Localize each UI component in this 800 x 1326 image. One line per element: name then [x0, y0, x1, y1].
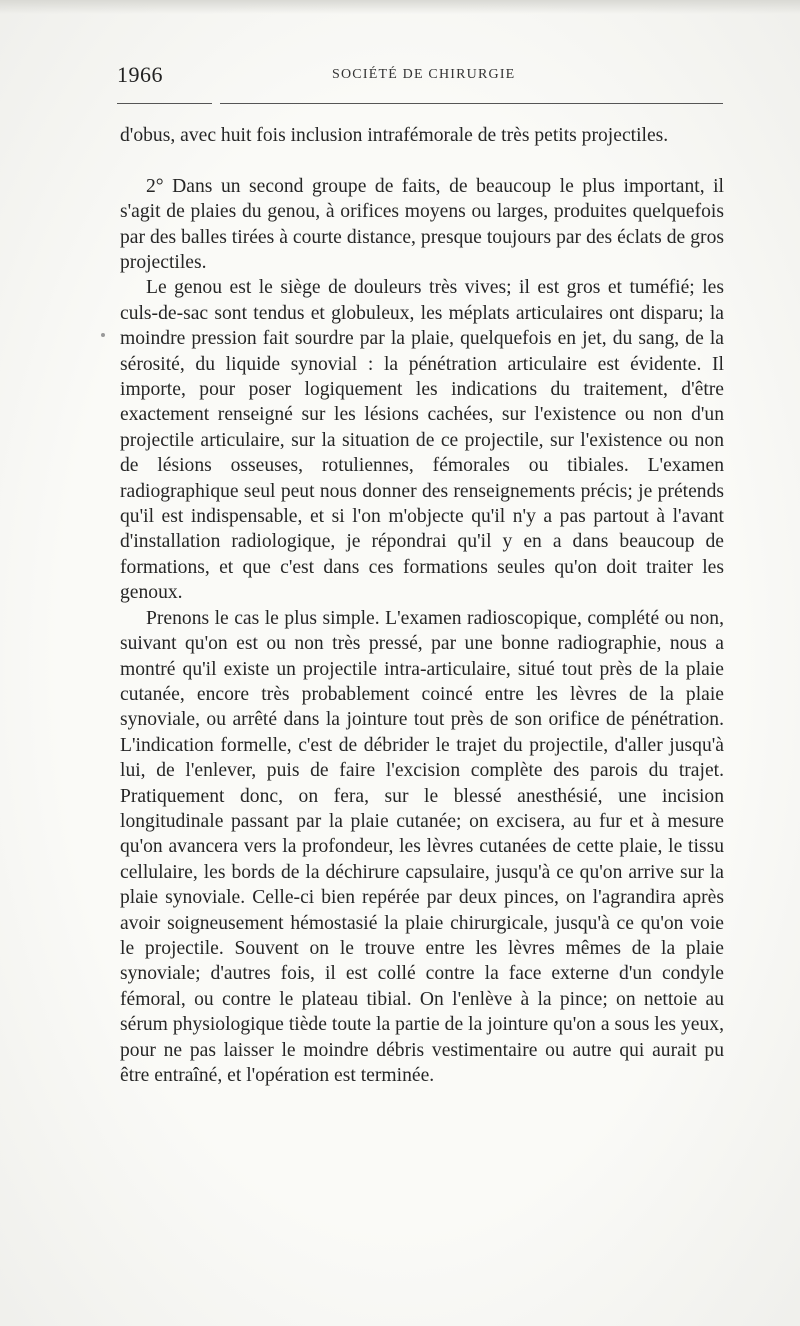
header-rule-right	[220, 103, 723, 104]
page-header	[117, 62, 723, 92]
header-rule-left	[117, 103, 212, 104]
paragraph-knee-symptoms: Le genou est le siège de douleurs très vives; il est gros et tuméfié; les culs-de-sac sont tendus et globuleux, les méplats articulaires ont disparu; la moindre pression fait sourdre par la plaie, quelquefois en jet, du sang, de la sérosité, du liquide synovial : la pénétration articulaire est évidente. Il importe, pour poser logiquement les indications du traitement, d'être exactement renseigné sur les lésions cachées, sur l'existence ou non d'un projectile articulaire, sur la situation de ce projectile, sur l'existence ou non de lésions osseuses, rotuliennes, fémorales ou tibiales. L'examen radiographique seul peut nous donner des renseignements précis; je prétends qu'il est indispensable, et si l'on m'objecte qu'il n'y a pas partout à l'avant d'installation radiologique, je répondrai qu'il y en a dans beaucoup de formations, et que c'est dans ces formations seules qu'on doit traiter les genoux.	[120, 277, 724, 604]
page-number: 1966	[117, 62, 163, 87]
body-text	[120, 123, 724, 1088]
margin-dot	[101, 333, 105, 337]
paragraph-second-group: 2° Dans un second groupe de faits, de beaucoup le plus important, il s'agit de plaies du genou, à orifices moyens ou larges, produites quelquefois par des balles tirées à courte distance, presque toujours par des éclats de gros projectiles.	[120, 175, 724, 274]
running-head: SOCIÉTÉ DE CHIRURGIE	[332, 67, 516, 82]
page-top-edge	[0, 0, 800, 14]
paragraph-continuation: d'obus, avec huit fois inclusion intrafémorale de très petits projectiles.	[120, 125, 669, 146]
paragraph-simple-case: Prenons le cas le plus simple. L'examen radioscopique, complété ou non, suivant qu'on est ou non très pressé, par une bonne radiographie, nous a montré qu'il existe un projectile intra-articulaire, situé tout près de la plaie cutanée, encore très probablement coincé entre les lèvres de la plaie synoviale, ou arrêté dans la jointure tout près de son orifice de pénétration. L'indication formelle, c'est de débrider le trajet du projectile, d'aller jusqu'à lui, de l'enlever, puis de faire l'excision complète des parois du trajet. Pratiquement donc, on fera, sur le blessé anesthésié, une incision longitudinale passant par la plaie cutanée; on excisera, au fur et à mesure qu'on avancera vers la profondeur, les lèvres cutanées de cette plaie, le tissu cellulaire, les bords de la déchirure capsulaire, jusqu'à ce qu'on arrive sur la plaie synoviale. Celle-ci bien repérée par deux pinces, on l'agrandira après avoir soigneusement hémostasié la plaie chirurgicale, jusqu'à ce qu'on voie le projectile. Souvent on le trouve entre les lèvres mêmes de la plaie synoviale; d'autres fois, il est collé contre la face externe d'un condyle fémoral, ou contre le plateau tibial. On l'enlève à la pince; on nettoie au sérum physiologique tiède toute la partie de la jointure qu'on a sous les yeux, pour ne pas laisser le moindre débris vestimentaire ou autre qui aurait pu être entraîné, et l'opération est terminée.	[120, 607, 724, 1087]
